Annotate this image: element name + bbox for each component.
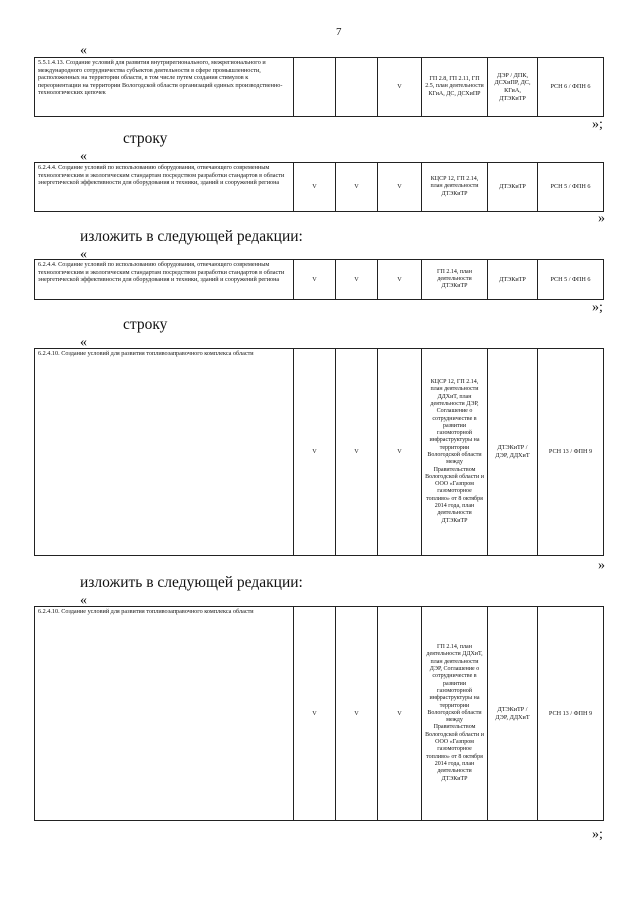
row-mark-3: V [378, 58, 422, 117]
table-row [34, 348, 604, 556]
row-description: 6.2.4.4. Создание условий по использованию оборудования, отвечающего современным технологическим и экологическим стандартам посредством разработки стандартов в области энергетической эффективности для оборудования и техники, зданий и сооружений региона [35, 260, 294, 300]
table-row [34, 606, 604, 821]
close-quote: » [598, 558, 605, 573]
open-quote: « [80, 593, 87, 608]
row-mark-1: V [294, 349, 336, 556]
row-mark-1 [294, 58, 336, 117]
row-mark-3: V [378, 349, 422, 556]
heading-row-label: строку [123, 130, 168, 147]
row-mark-2: V [336, 349, 378, 556]
heading-row-label: строку [123, 316, 168, 333]
row-mark-2: V [336, 163, 378, 212]
row-executors: ДТЭКиТР [488, 260, 538, 300]
close-quote-semicolon: »; [592, 300, 603, 315]
row-documents: ГП 2.14, план деятельности ДДХиТ, план деятельности ДЭР, Соглашение о сотрудничестве в развитии газомоторной инфраструктуры на территории Вологодской области между Правительством Вологодской области и ООО «Газпром газомоторное топливо» от 8 октября 2014 года, план деятельности ДТЭКиТР [422, 607, 488, 821]
heading-new-edition: изложить в следующей редакции: [80, 228, 303, 245]
row-executors: ДТЭКиТР / ДЭР, ДДХиТ [488, 349, 538, 556]
table-row [34, 162, 604, 212]
row-documents: КЦСР 12, ГП 2.14, план деятельности ДДХиТ, план деятельности ДЭР, Соглашение о сотрудничестве в развитии газомоторной инфраструктуры на территории Вологодской области между Правительством Вологодской области и ООО «Газпром газомоторное топливо» от 8 октября 2014 года, план деятельности ДТЭКиТР [422, 349, 488, 556]
row-description: 6.2.4.10. Создание условий для развития топливозаправочного комплекса области [35, 349, 294, 556]
row-documents: КЦСР 12, ГП 2.14, план деятельности ДТЭКиТР [422, 163, 488, 212]
row-indicators: РСН 13 / ФПН 9 [538, 607, 604, 821]
row-mark-2 [336, 58, 378, 117]
row-indicators: РСН 6 / ФПН 6 [538, 58, 604, 117]
row-mark-2: V [336, 607, 378, 821]
row-mark-1: V [294, 260, 336, 300]
page-number: 7 [336, 26, 342, 38]
open-quote: « [80, 149, 87, 164]
open-quote: « [80, 247, 87, 262]
row-documents: ГП 2.8, ГП 2.11, ГП 2.5, план деятельности КГиА, ДС, ДСХиПР [422, 58, 488, 117]
row-mark-2: V [336, 260, 378, 300]
row-mark-1: V [294, 607, 336, 821]
open-quote: « [80, 43, 87, 58]
row-description: 5.5.1.4.13. Создание условий для развития внутрирегионального, межрегионального и международного сотрудничества субъектов деятельности в сфере промышленности, расположенных на территории области, в том числе путем создания стимулов к переориентации на территории Вологодской области организаций единых производственно-технологических цепочек [35, 58, 294, 117]
row-mark-1: V [294, 163, 336, 212]
row-mark-3: V [378, 260, 422, 300]
close-quote-semicolon: »; [592, 117, 603, 132]
open-quote: « [80, 335, 87, 350]
row-mark-3: V [378, 607, 422, 821]
row-description: 6.2.4.10. Создание условий для развития топливозаправочного комплекса области [35, 607, 294, 821]
table-row [34, 57, 604, 117]
close-quote: » [598, 211, 605, 226]
close-quote-semicolon: »; [592, 827, 603, 842]
row-indicators: РСН 13 / ФПН 9 [538, 349, 604, 556]
row-executors: ДТЭКиТР / ДЭР, ДДХиТ [488, 607, 538, 821]
row-description: 6.2.4.4. Создание условий по использованию оборудования, отвечающего современным технологическим и экологическим стандартам посредством разработки стандартов в области энергетической эффективности для оборудования и техники, зданий и сооружений региона [35, 163, 294, 212]
row-mark-3: V [378, 163, 422, 212]
row-executors: ДТЭКиТР [488, 163, 538, 212]
row-indicators: РСН 5 / ФПН 6 [538, 260, 604, 300]
heading-new-edition: изложить в следующей редакции: [80, 574, 303, 591]
row-executors: ДЭР / ДПК, ДСХиПР, ДС, КГиА, ДТЭКиТР [488, 58, 538, 117]
row-documents: ГП 2.14, план деятельности ДТЭКиТР [422, 260, 488, 300]
table-row [34, 259, 604, 300]
row-indicators: РСН 5 / ФПН 6 [538, 163, 604, 212]
